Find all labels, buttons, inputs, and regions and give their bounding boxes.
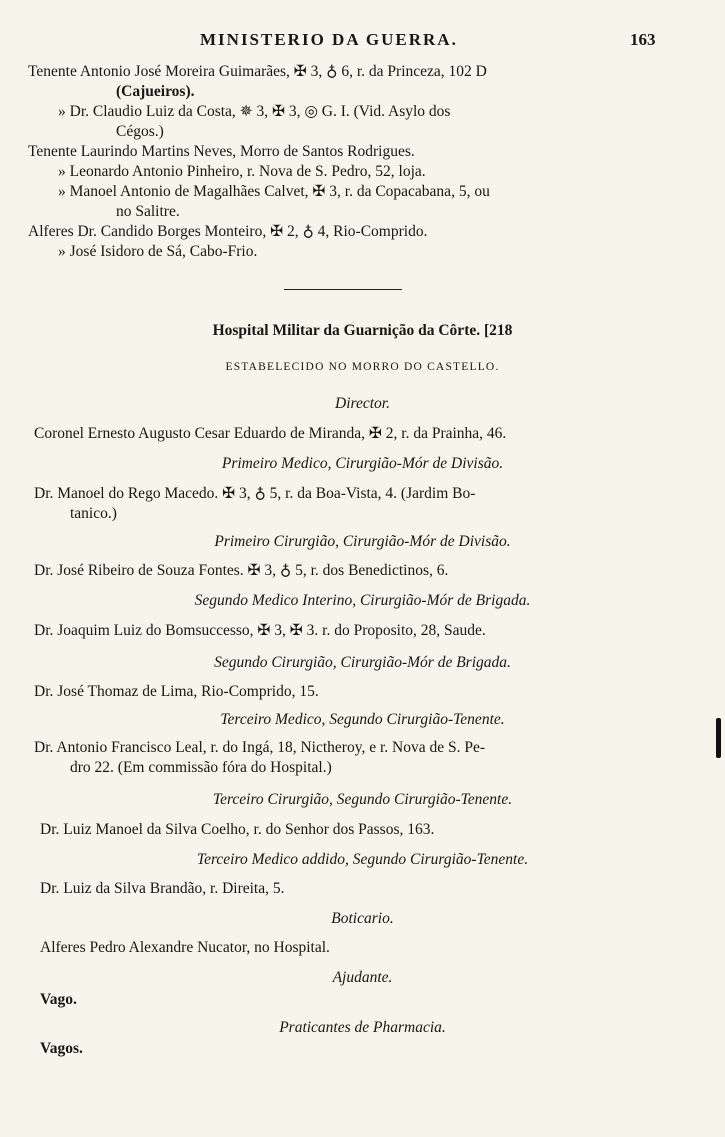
- text-line: » Dr. Claudio Luiz da Costa, ✵ 3, ✠ 3, ◎ G. I. (Vid. Asylo dos: [58, 103, 451, 120]
- entry-line: Dr. Manoel do Rego Macedo. ✠ 3, ♁ 5, r. da Boa-Vista, 4. (Jardim Bo-: [34, 485, 476, 502]
- text-line: Tenente Laurindo Martins Neves, Morro de Santos Rodrigues.: [28, 143, 415, 160]
- entry-line: Dr. Joaquim Luiz do Bomsuccesso, ✠ 3, ✠ 3. r. do Proposito, 28, Saude.: [34, 622, 486, 639]
- page-number: 163: [630, 30, 656, 49]
- section-title: Hospital Militar da Guarnição da Côrte. [218: [212, 322, 513, 339]
- role-heading: Primeiro Cirurgião, Cirurgião-Mór de Divisão.: [214, 533, 511, 550]
- entry-line: Coronel Ernesto Augusto Cesar Eduardo de Miranda, ✠ 2, r. da Prainha, 46.: [34, 425, 507, 442]
- role-heading: Segundo Cirurgião, Cirurgião-Mór de Brigada.: [214, 654, 511, 671]
- role-heading: Director.: [335, 395, 390, 412]
- section-subtitle: ESTABELECIDO NO MORRO DO CASTELLO.: [225, 361, 500, 373]
- entry-line: dro 22. (Em commissão fóra do Hospital.): [70, 759, 332, 776]
- divider: [284, 289, 402, 290]
- text-line: no Salitre.: [116, 203, 180, 220]
- entry-line: Alferes Pedro Alexandre Nucator, no Hospital.: [40, 939, 330, 956]
- text-line: Cégos.): [116, 123, 164, 140]
- entry-line: Dr. Luiz Manoel da Silva Coelho, r. do Senhor dos Passos, 163.: [40, 821, 435, 838]
- scan-edge-mark: [716, 718, 721, 758]
- entry-line: Vagos.: [40, 1040, 83, 1057]
- text-line: » José Isidoro de Sá, Cabo-Frio.: [58, 243, 258, 260]
- entry-line: Dr. José Thomaz de Lima, Rio-Comprido, 15.: [34, 683, 319, 700]
- role-heading: Terceiro Medico, Segundo Cirurgião-Tenente.: [220, 711, 505, 728]
- role-heading: Praticantes de Pharmacia.: [279, 1019, 446, 1036]
- role-heading: Segundo Medico Interino, Cirurgião-Mór de Brigada.: [194, 592, 531, 609]
- entry-line: Vago.: [40, 991, 77, 1008]
- text-line: (Cajueiros).: [116, 83, 195, 100]
- entry-line: tanico.): [70, 505, 117, 522]
- text-line: » Manoel Antonio de Magalhães Calvet, ✠ 3, r. da Copacabana, 5, ou: [58, 183, 490, 200]
- running-header: MINISTERIO DA GUERRA.: [200, 30, 458, 49]
- text-line: » Leonardo Antonio Pinheiro, r. Nova de S. Pedro, 52, loja.: [58, 163, 426, 180]
- role-heading: Ajudante.: [332, 969, 393, 986]
- role-heading: Boticario.: [331, 910, 394, 927]
- text-line: Tenente Antonio José Moreira Guimarães, ✠ 3, ♁ 6, r. da Princeza, 102 D: [28, 63, 487, 80]
- entry-line: Dr. José Ribeiro de Souza Fontes. ✠ 3, ♁ 5, r. dos Benedictinos, 6.: [34, 562, 449, 579]
- role-heading: Terceiro Medico addido, Segundo Cirurgião-Tenente.: [196, 851, 529, 868]
- entry-line: Dr. Luiz da Silva Brandão, r. Direita, 5.: [40, 880, 285, 897]
- role-heading: Primeiro Medico, Cirurgião-Mór de Divisão.: [221, 455, 504, 472]
- role-heading: Terceiro Cirurgião, Segundo Cirurgião-Tenente.: [212, 791, 513, 808]
- entry-line: Dr. Antonio Francisco Leal, r. do Ingá, 18, Nictheroy, e r. Nova de S. Pe-: [34, 739, 485, 756]
- text-line: Alferes Dr. Candido Borges Monteiro, ✠ 2, ♁ 4, Rio-Comprido.: [28, 223, 428, 240]
